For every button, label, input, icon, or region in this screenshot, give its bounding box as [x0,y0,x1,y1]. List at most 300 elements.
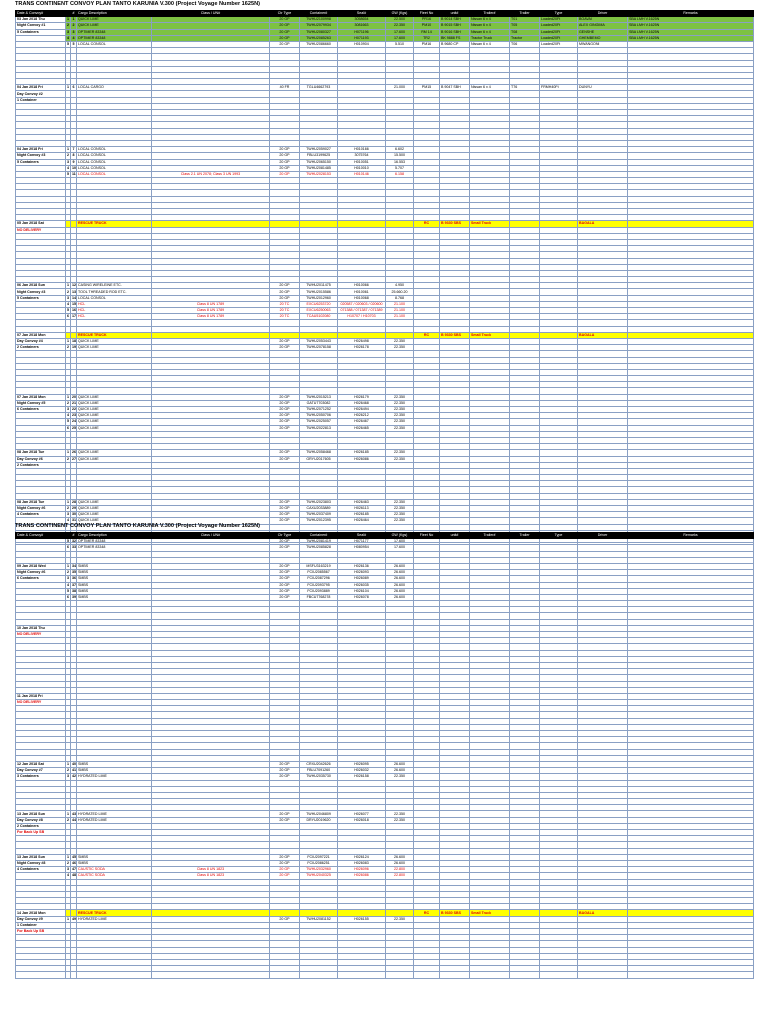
date-convoy-cell: 07 Jan 2018 Mon [16,332,66,338]
column-header: # [72,533,75,538]
cell-trl: Nissan 6 x 4 [470,17,510,23]
cell-i: 3 [67,29,69,34]
cell-ctr: 20 GP [270,41,300,47]
cell-desc: LOCAL CONSOL [77,159,152,165]
cell-gw: 26.600 [386,582,414,588]
column-header: Ctr Type [270,533,300,539]
cell-i: 1 [67,811,69,816]
cell-ctr: 20 GP [270,17,300,23]
cell-cont: TWHU2080327 [300,29,338,35]
cell-seal: 020587 / 020603 / 020600 [338,301,386,307]
cell-cont: FCIU2093889 [300,588,338,594]
column-header: Type [540,11,578,17]
date-convoy-cell: NO DELIVERY [16,700,66,706]
cell-seal: H010061 [338,289,386,295]
cell-i: 3 [67,867,69,872]
cell-ctr [270,972,300,978]
column-header: Cargo Description [77,533,152,539]
cell-i: 3 [67,512,69,517]
cell-driver: GENSHE [578,29,628,35]
column-header: Trailer# [470,533,510,539]
column-header: Date & Convoy# [16,11,66,17]
cell-rem [628,972,754,978]
column-header: unit# [440,533,470,539]
column-header: Seal# [338,11,386,17]
column-header: Remarks [628,533,754,539]
cell-gw: 22.350 [386,916,414,922]
cell-n: 21 [72,400,76,405]
cell-cont: CRXU2042626 [300,761,338,767]
cell-i: 3 [67,774,69,779]
cell-n: 25 [72,425,76,430]
cell-ctr: 20 GP [270,159,300,165]
cell-driver: BAGALA [578,221,628,227]
cell-gw: 15.500 [386,153,414,159]
cell-gw: 26.600 [386,570,414,576]
cell-cont: FBLU7091260 [300,768,338,774]
cell-gw: 26.600 [386,576,414,582]
date-convoy-cell: Day Convoy #6 [16,456,66,462]
cell-desc: QUICK LIME [77,456,152,462]
cell-i: 5 [67,539,69,544]
cell-cont: TWHU2023803 [300,499,338,505]
cell-desc: SMBS [77,761,152,767]
column-header: Class / UN# [152,533,270,539]
cell-i: 1 [67,17,69,22]
cell-n: 22 [72,407,76,412]
cell-trl: Small Truck [470,332,510,338]
cell-cont: TWHU2100998 [300,17,338,23]
cell-i: 1 [67,564,69,569]
cell-i: 2 [67,23,69,28]
date-convoy-cell: 10 Jan 2018 Thu [16,625,66,631]
cell-gw: 22.350 [386,518,414,524]
cell-desc: HCL [77,314,152,320]
cell-ctr: 20 GP [270,570,300,576]
cell-ctr: 20 GP [270,860,300,866]
date-convoy-cell: Day Convoy #9 [16,916,66,922]
cell-gw: 22.350 [386,450,414,456]
cell-seal: H026035 [338,582,386,588]
cell-gw: 22.350 [386,456,414,462]
cell-fleet: RC [414,910,440,916]
cell-gw: 26.600 [386,594,414,600]
cell-gw: 22.350 [386,400,414,406]
cell-cls: Class 8 UN 1789 [152,308,270,314]
cell-driver [578,972,628,978]
cell-n: 29 [72,506,76,511]
cell-desc [77,972,152,978]
cell-unit: B 9016 SBH [440,29,470,35]
date-convoy-cell: 5 Containers [16,29,66,35]
cell-gw: 22.350 [386,811,414,817]
cell-seal: H026498 [338,338,386,344]
cell-cont: DRYU2019620 [300,817,338,823]
cell-gw: 22.350 [386,345,414,351]
cell-gw [386,972,414,978]
cell-fleet: PM15 [414,85,440,91]
cell-seal: H010166 [338,147,386,153]
cell-unit: B 9015 SBH [440,23,470,29]
cell-cont: TWHU2046809 [300,811,338,817]
cell-cont: TGLU4662793 [300,85,338,91]
cell-desc: QUICK LIME [77,506,152,512]
cell-trl: Nissan 6 x 4 [470,23,510,29]
cell-gw: 6.158 [386,171,414,177]
column-header: unit# [440,11,470,17]
cell-i: 2 [67,289,69,294]
cell-gw: 8.768 [386,295,414,301]
cell-n: 23 [72,413,76,418]
cell-gw: 22.350 [386,499,414,505]
cell-i: 3 [67,159,69,164]
cell-type: Loaded20Ft [540,41,578,47]
cell-n: 9 [72,159,75,164]
cell-n: 43 [72,811,76,816]
cell-seal [338,972,386,978]
date-convoy-cell: Night Convoy #3 [16,289,66,295]
cell-seal: H026158 [338,774,386,780]
cell-n: 10 [72,165,76,170]
cell-fleet [414,972,440,978]
cell-ctr: 20 GP [270,338,300,344]
date-convoy-cell: 4 Containers [16,867,66,873]
cell-n: 37 [72,582,76,587]
cell-i: 1 [67,916,69,921]
cell-cont: TWHU2059027 [300,147,338,153]
cell-ctr: 20 GP [270,456,300,462]
cell-cont: TWHU2028153 [300,171,338,177]
cell-ctr: 20 GP [270,506,300,512]
cell-trlr: T06 [510,41,540,47]
column-header: Type [540,533,578,539]
cell-i: 6 [67,314,69,319]
cell-ctr: 20 GP [270,153,300,159]
cell-cont: TWHU2081152 [300,916,338,922]
cell-unit [440,972,470,978]
cell-desc: LOCAL CARGO [77,85,152,91]
cell-ctr: 20 GP [270,35,300,41]
cell-desc: TOOL THREADED ROD ETC. [77,289,152,295]
cell-ctr: 20 GP [270,165,300,171]
column-header: Driver [578,533,628,539]
cell-i: 4 [67,35,69,40]
cell-gw: 22.350 [386,817,414,823]
cell-cont: TWHU2065150 [300,159,338,165]
cell-n: 42 [72,774,76,779]
cell-cont: TCAU5102080 [300,314,338,320]
cell-n: 6 [72,85,75,90]
cell-n: 32 [72,539,76,544]
cell-gw: 5.510 [386,41,414,47]
cell-n: 49 [72,916,76,921]
cell-seal: H010904 [338,41,386,47]
cell-n: 40 [72,762,76,767]
cell-ctr: 20 GP [270,407,300,413]
cell-i: 5 [67,588,69,593]
date-convoy-cell: 2 Containers [16,462,66,468]
cell-seal: H026104 [338,588,386,594]
cell-cont: TWHU2081419 [300,539,338,545]
cell-seal: H026095 [338,761,386,767]
cell-ctr: 20 GP [270,499,300,505]
column-header: Seal# [338,533,386,539]
date-convoy-cell: Day Convoy #7 [16,768,66,774]
column-header: Trailer# [470,11,510,17]
cell-n: 14 [72,295,76,300]
cell-seal: H010068 [338,295,386,301]
cell-cont: TWHU2011475 [300,283,338,289]
cell-cont: TWHU2025057 [300,419,338,425]
cell-i: 5 [67,419,69,424]
cell-i: 5 [67,308,69,313]
cell-n: 36 [72,576,76,581]
cell-desc: HYDRATED LIME [77,817,152,823]
cell-gw: 26.600 [386,860,414,866]
cell-desc: QUICK LIME [77,23,152,29]
cell-ctr: 20 GP [270,147,300,153]
cell-driver: MWANGONI [578,41,628,47]
cell-seal: H026468 [338,400,386,406]
cell-gw: 21.100 [386,314,414,320]
cell-ctr: 20 GP [270,873,300,879]
cell-rem: SBA LMH V.1625N [628,35,754,41]
column-header: Cargo Description [77,11,152,17]
cell-i: 1 [67,147,69,152]
column-header: # [72,11,75,16]
date-convoy-cell: Day Convoy #4 [16,338,66,344]
cell-unit: B 9014 SBH [440,17,470,23]
date-convoy-cell: 1 Container [16,97,66,103]
cell-seal: H026136 [338,563,386,569]
cell-i: 3 [67,407,69,412]
cell-seal: H026096 [338,867,386,873]
cell-i: 2 [67,861,69,866]
cell-desc: LOCAL CONSOL [77,165,152,171]
cell-gw: 26.600 [386,563,414,569]
cell-type: Loaded20Ft [540,29,578,35]
column-header: Ctr Type [270,11,300,17]
cell-ctr: 20 GP [270,594,300,600]
cell-desc: SMBS [77,582,152,588]
cell-cont: TWHU2071252 [300,407,338,413]
cell-ctr: 20 GP [270,512,300,518]
date-convoy-cell: 04 Jan 2018 Fri [16,147,66,153]
cell-ctr: 20 GP [270,171,300,177]
cell-seal: H026179 [338,394,386,400]
cell-desc: QUICK LIME [77,512,152,518]
cell-n: 17 [72,314,76,319]
cell-n: 19 [72,345,76,350]
cell-i: 5 [67,42,69,47]
cell-cont: TWHU2058468 [300,450,338,456]
cell-ctr: 40 FR [270,85,300,91]
cell-cont: TWHU2022813 [300,425,338,431]
cell-cont: EXCU6250063 [300,308,338,314]
date-convoy-cell: 08 Jan 2018 Tue [16,450,66,456]
cell-ctr: 20 GP [270,419,300,425]
cell-trlr: T08 [510,29,540,35]
cell-desc: OPTIMER 83348 [77,539,152,545]
cell-n: 28 [72,499,76,504]
cell-seal: H010146 [338,171,386,177]
cell-cont: FCIU2086251 [300,860,338,866]
date-convoy-cell: 08 Jan 2018 Tue [16,499,66,505]
cell-seal: H071177 [338,539,386,545]
cell-gw: 6.602 [386,147,414,153]
cell-desc: SMBS [77,576,152,582]
cell-i: 5 [67,171,69,176]
cell-n: 16 [72,308,76,313]
cell-n: 45 [72,854,76,859]
cell-trlr: T01 [510,17,540,23]
cell-gw: 22.350 [386,425,414,431]
cell-n: 3 [72,29,75,34]
cell-cont: TWHU2012960 [300,295,338,301]
cell-desc: OPTIMER 83348 [77,35,152,41]
cell-desc: SMBS [77,594,152,600]
date-convoy-cell: 06 Jan 2018 Sun [16,283,66,289]
cell-n: 12 [72,283,76,288]
empty-row [16,972,754,978]
cell-i: 1 [67,85,69,90]
cell-desc: CAUSTIC SODA [77,873,152,879]
cell-desc: HYDRATED LIME [77,811,152,817]
cell-gw: 21.000 [386,85,414,91]
cell-trl: Nissan 6 x 4 [470,41,510,47]
cell-driver: ALEX GINGIMA [578,23,628,29]
cell-cont: MSFU3163219 [300,563,338,569]
cell-i: 2 [67,400,69,405]
cell-cont: FCIU2085567 [300,570,338,576]
date-convoy-cell: 13 Jan 2018 Sun [16,811,66,817]
cell-i: 6 [67,545,69,550]
cell-i: 2 [67,570,69,575]
cell-seal: H026032 [338,768,386,774]
cell-cont: TWHU2015213 [300,394,338,400]
cell-i: 1 [67,394,69,399]
cell-unit: B 9047 SBH [440,85,470,91]
cell-desc: HYDRATED LIME [77,916,152,922]
column-header: Trailer [510,11,540,17]
cell-seal: H026077 [338,811,386,817]
cell-cls: Class 8 UN 1823 [152,873,270,879]
cell-n: 7 [72,147,75,152]
cell-seal: H026467 [338,419,386,425]
cell-ctr: 20 GP [270,768,300,774]
cell-desc: QUICK LIME [77,400,152,406]
page-title: TRANS CONTINENT CONVOY PLAN TANTO KARUNIA V.300 (Project Voyage Number 1625N) [15,523,261,529]
cell-desc: SMBS [77,588,152,594]
cell-fleet: PR16 [414,17,440,23]
cell-ctr: 20 GP [270,774,300,780]
cell-cls [152,972,270,978]
date-convoy-cell: 2 Containers [16,823,66,829]
cell-desc: QUICK LIME [77,338,152,344]
cell-cont: TWHU2050706 [300,413,338,419]
date-convoy-cell: 13 Jan 2018 Sun [16,854,66,860]
cell-ctr: 20 TC [270,301,300,307]
cell-desc: SMBS [77,563,152,569]
cell-rem: SBA LMH V.1625N [628,23,754,29]
cell-ctr: 20 GP [270,916,300,922]
column-header: Driver [578,11,628,17]
cell-n: 8 [72,153,75,158]
cell-gw: 26.600 [386,761,414,767]
cell-i: 2 [67,153,69,158]
cell-ctr: 20 GP [270,400,300,406]
cell-seal: 071388 / 071387 / 071389 [338,308,386,314]
cell-seal: H026464 [338,518,386,524]
cell-cont: TWHU2015586 [300,289,338,295]
cell-desc: LOCAL CONSOL [77,153,152,159]
cell-i: 4 [67,873,69,878]
cell-driver: BAGALA [578,332,628,338]
cell-trlr [510,972,540,978]
cell-gw: 22.800 [386,873,414,879]
cell-ctr: 20 GP [270,413,300,419]
cell-ctr: 20 GP [270,450,300,456]
cell-n: 5 [72,42,75,47]
date-convoy-cell: Night Convoy #6 [16,506,66,512]
cell-seal: H10707 / H10703 [338,314,386,320]
cell-n: 4 [72,35,75,40]
cell-seal: H026494 [338,407,386,413]
cell-driver: GHEMBEMO [578,35,628,41]
column-header: Fleet No [414,11,440,17]
cell-desc: CASING WIRELEINE ETC. [77,283,152,289]
cell-desc: CAUSTIC SODA [77,867,152,873]
cell-cont: TWHU2032960 [300,867,338,873]
cell-i: 1 [67,283,69,288]
cell-desc: QUICK LIME [77,345,152,351]
cell-gw: 21.100 [386,301,414,307]
cell-gw: 22.350 [386,506,414,512]
cell-gw: 22.800 [386,867,414,873]
date-convoy-cell: 5 Containers [16,295,66,301]
cell-unit: BK 9888 FS [440,35,470,41]
date-convoy-cell: Night Convoy #5 [16,400,66,406]
cell-seal: H026463 [338,499,386,505]
cell-cont: TWHU2085828 [300,545,338,551]
cell-seal: H026018 [338,817,386,823]
column-header: Trailer [510,533,540,539]
cell-cls: Class 8 UN 1823 [152,867,270,873]
cell-seal: H071193 [338,35,386,41]
cell-ctr: 20 GP [270,761,300,767]
cell-trl: Nissan 6 x 4 [470,29,510,35]
cell-cls: Class 8 UN 1789 [152,301,270,307]
cell-ctr: 20 TC [270,314,300,320]
date-convoy-cell: 6 Containers [16,407,66,413]
cell-gw: 22.350 [386,774,414,780]
cell-seal: H026178 [338,345,386,351]
cell-gw: 22.350 [386,338,414,344]
cell-desc: SMBS [77,570,152,576]
cell-ctr: 20 GP [270,23,300,29]
cell-i: 4 [67,413,69,418]
date-convoy-cell: 12 Jan 2018 Sat [16,761,66,767]
cell-n: 33 [72,545,76,550]
cell-seal: H026089 [338,576,386,582]
cell-ctr: 20 GP [270,588,300,594]
cell-gw: 17.600 [386,539,414,545]
cell-desc: QUICK LIME [77,450,152,456]
cell-n: 1 [72,17,75,22]
column-header: Date & Convoy# [16,533,66,539]
date-convoy-cell: 05 Jan 2018 Sat [16,221,66,227]
cell-i: 2 [67,506,69,511]
